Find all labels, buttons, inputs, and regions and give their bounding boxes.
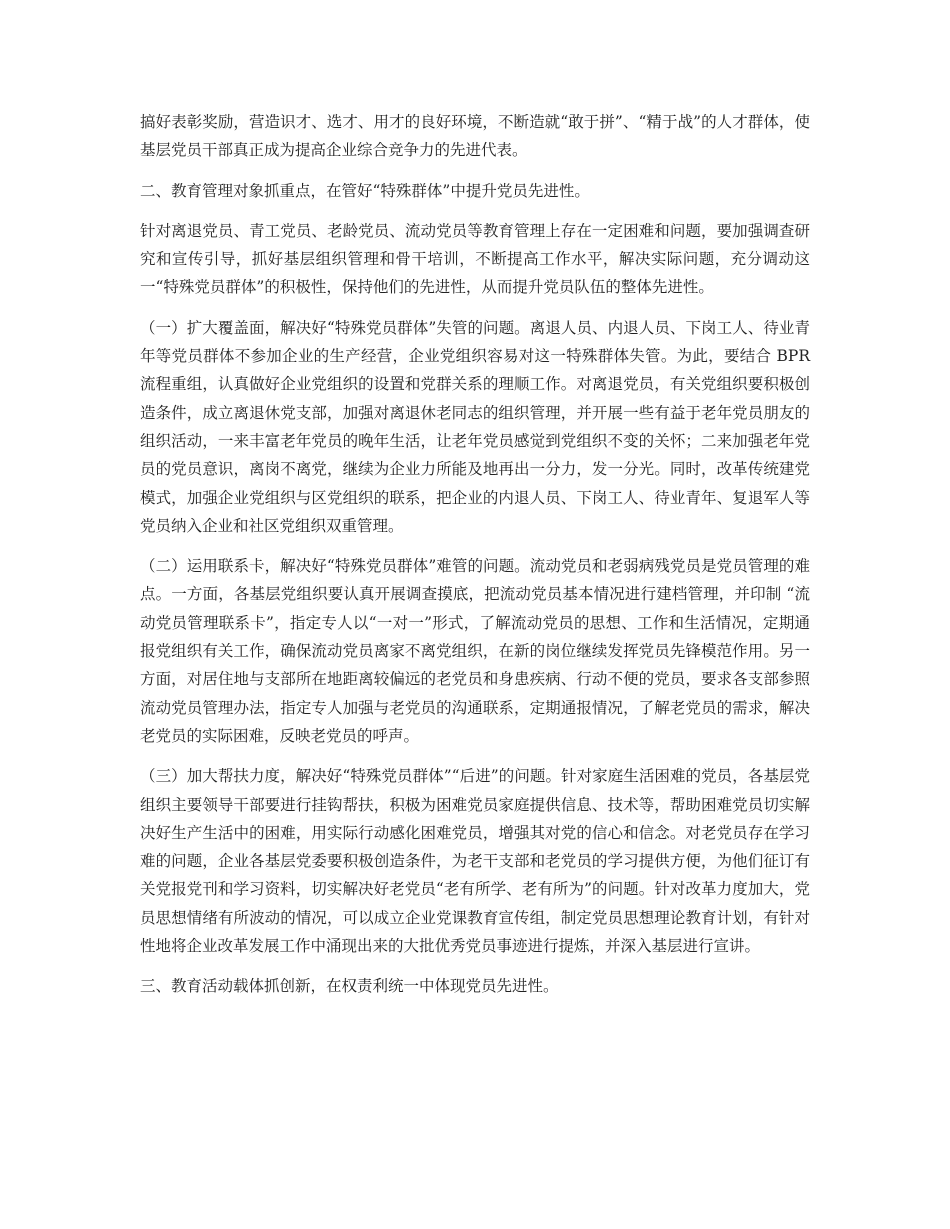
section-heading-2: 二、教育管理对象抓重点，在管好“特殊群体”中提升党员先进性。 — [140, 181, 590, 200]
paragraph-subsection-2: （二）运用联系卡，解决好“特殊党员群体”难管的问题。流动党员和老弱病残党员是党员管理的难点。一方面，各基层党组织要认真开展调查摸底，把流动党员基本情况进行建档管理，并印制 “流动党员管理联系卡”，指定专人以“一对一”形式，了解流动党员的思想、工作和生活情况，定期通报党组织有关工作，确保流动党员离家不离党组织，在新的岗位继续发挥党员先锋模范作用。另一方面，对居住地与支部所在地距离较偏远的老党员和身患疾病、行动不便的党员，要求各支部参照流动党员管理办法，指定专人加强与老党员的沟通联系，定期通报情况，了解老党员的需求，解决老党员的实际困难，反映老党员的呼声。 — [140, 557, 810, 745]
document-page — [140, 108, 810, 1013]
paragraph-intro-continuation: 搞好表彰奖励，营造识才、选才、用才的良好环境，不断造就“敢于拼”、“精于战”的人才群体，使基层党员干部真正成为提高企业综合竞争力的先进代表。 — [140, 113, 810, 160]
paragraph-subsection-1: （一）扩大覆盖面，解决好“特殊党员群体”失管的问题。离退人员、内退人员、下岗工人、待业青年等党员群体不参加企业的生产经营，企业党组织容易对这一特殊群体失管。为此，要结合 BPR 流程重组，认真做好企业党组织的设置和党群关系的理顺工作。对离退党员，有关党组织要积极创造条件，成立离退休党支部，加强对离退休老同志的组织管理，并开展一些有益于老年党员朋友的组织活动，一来丰富老年党员的晚年生活，让老年党员感觉到党组织不变的关怀；二来加强老年党员的党员意识，离岗不离党，继续为企业力所能及地再出一分力，发一分光。同时，改革传统建党模式，加强企业党组织与区党组织的联系，把企业的内退人员、下岗工人、待业青年、复退军人等党员纳入企业和社区党组织双重管理。 — [140, 318, 810, 535]
paragraph-subsection-3: （三）加大帮扶力度，解决好“特殊党员群体”“后进”的问题。针对家庭生活困难的党员，各基层党组织主要领导干部要进行挂钩帮扶，积极为困难党员家庭提供信息、技术等，帮助困难党员切实解决好生产生活中的困难，用实际行动感化困难党员，增强其对党的信心和信念。对老党员存在学习难的问题，企业各基层党委要积极创造条件，为老干支部和老党员的学习提供方便，为他们征订有关党报党刊和学习资料，切实解决好老党员“老有所学、老有所为”的问题。针对改革力度加大，党员思想情绪有所波动的情况，可以成立企业党课教育宣传组，制定党员思想理论教育计划，有针对性地将企业改革发展工作中涌现出来的大批优秀党员事迹进行提炼，并深入基层进行宣讲。 — [140, 767, 810, 956]
section-heading-3: 三、教育活动载体抓创新，在权责利统一中体现党员先进性。 — [140, 977, 559, 996]
paragraph-section-2-intro: 针对离退党员、青工党员、老龄党员、流动党员等教育管理上存在一定困难和问题，要加强调查研究和宣传引导，抓好基层组织管理和骨干培训，不断提高工作水平，解决实际问题，充分调动这一“特殊党员群体”的积极性，保持他们的先进性，从而提升党员队伍的整体先进性。 — [140, 221, 810, 297]
